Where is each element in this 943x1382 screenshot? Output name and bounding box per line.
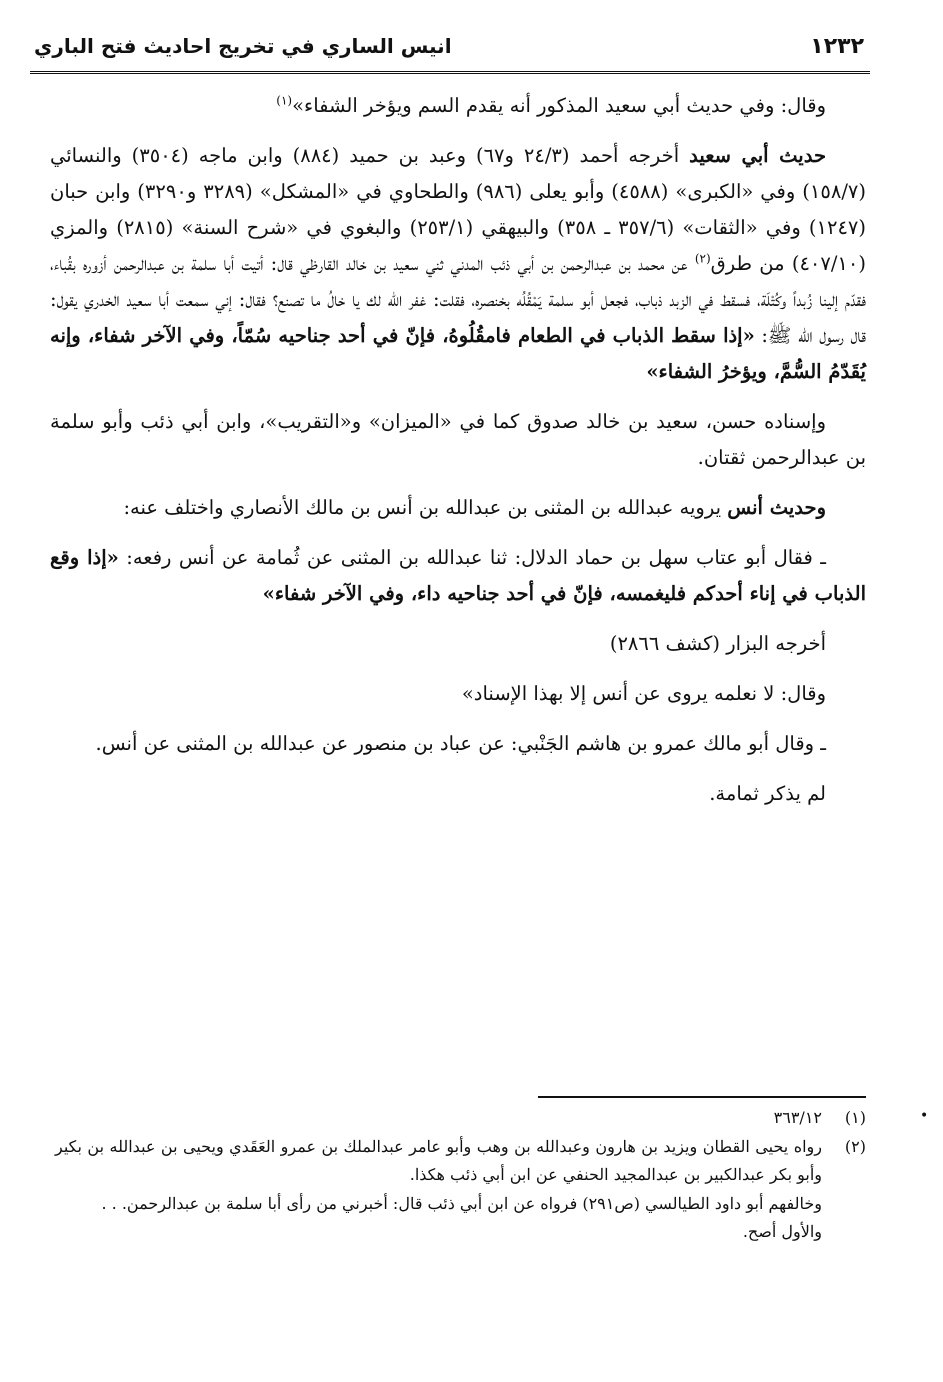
hadith-anas-heading: وحديث أنس [727,496,826,519]
footnote-number: (١) [844,1108,866,1127]
main-text [50,88,866,826]
paragraph-5-text: ـ فقال أبو عتاب سهل بن حماد الدلال: ثنا عبدالله بن المثنى عن ثُمامة عن أنس رفعه: [118,546,826,569]
paragraph-2-text-a: أخرجه أحمد (٢٤/٣ و٦٧) وعبد بن حميد (٨٨٤) وابن ماجه (٣٥٠٤) والنسائي (١٥٨/٧) وفي «الكبرى» (٤٥٨٨) وأبو يعلى (٩٨٦) والطحاوي في «المشكل» (٣٢٨٩ و٣٢٩٠) وابن حبان (١٢٤٧) وفي «الثقات» (٣٥٧/٦ ـ ٣٥٨) والبيهقي (٢٥٣/١) والبغوي في «شرح السنة» (٢٨١٥) والمزي (٤٠٧/١٠) من طرق [50,144,867,275]
footnotes [55,1104,866,1247]
footnote-line: وخالفهم أبو داود الطيالسي (ص٢٩١) فرواه عن ابن أبي ذئب قال: أخبرني من رأى أبا سلمة بن عبدالرحمن. . . [101,1193,822,1213]
running-title: انيس الساري في تخريج احاديث فتح الباري [34,34,452,58]
footnote-ref-2[interactable]: (٢) [694,251,711,266]
margin-dot: • [920,1108,929,1124]
paragraph-1 [50,88,866,124]
footnote-body [55,1104,822,1133]
hadith-quote-2: «إذا وقع الذباب في إناء أحدكم فليغمسه، فإنّ في أحد جناحيه داء، وفي الآخر شفاء» [50,546,866,605]
paragraph-1-text: وقال: وفي حديث أبي سعيد المذكور أنه يقدم السم ويؤخر الشفاء» [292,94,826,117]
paragraph-7: وقال: لا نعلمه يروى عن أنس إلا بهذا الإسناد» [461,682,826,705]
page-number: ١٢٣٢ [810,34,864,59]
hadith-abu-said-heading: حديث أبي سعيد [689,144,827,167]
paragraph-9: لم يذكر ثمامة. [709,782,826,805]
footnote-2 [55,1133,866,1247]
paragraph-4 [50,490,866,526]
paragraph-3: وإسناده حسن، سعيد بن خالد صدوق كما في «الميزان» و«التقريب»، وابن أبي ذئب وأبو سلمة بن عبدالرحمن ثقتان. [50,410,866,469]
hadith-quote-1: «إذا سقط الذباب في الطعام فامقُلُوهُ، فإنّ في أحد جناحيه سُمّاً، وفي الآخر شفاء، وإنه يُقَدّمُ السُّمَّ، ويؤخرُ الشفاء» [50,324,866,383]
paragraph-2 [50,138,866,390]
header-rule [30,71,870,74]
footnote-separator [538,1096,866,1098]
footnote-line: والأول أصح. [742,1222,822,1241]
running-header [30,32,870,68]
paragraph-2-text-b: عن محمد بن عبدالرحمن بن أبي ذئب المدني ثني سعيد بن خالد القارظي قال: أتيت أبا سلمة بن عبدالرحمن أزوره بقُباء، فقدّم إلينا زُبداً وكُتْلَة، فسقط في الزبد ذباب، فجعل أبو سلمة يَمْقُلُه بخنصره، فقلت: غفر الله لك يا خالُ ما تصنع؟ فقال: إني سمعت أبا سعيد الخدري يقول: قال رسول الله ﷺ: [50,252,867,347]
footnote-body [55,1133,822,1247]
footnote-ref-1[interactable]: (١) [276,93,293,108]
paragraph-6: أخرجه البزار (كشف ٢٨٦٦) [609,632,826,655]
footnote-line: ٣٦٣/١٢ [773,1108,822,1127]
footnote-line: رواه يحيى القطان ويزيد بن هارون وعبدالله بن وهب وأبو عامر عبدالملك بن عمرو العَقَدي ويحيى بن عبدالله بن بكير وأبو بكر عبدالكبير بن عبدالمجيد الحنفي عن ابن أبي ذئب هكذا. [55,1136,822,1184]
paragraph-4-text: يرويه عبدالله بن المثنى بن عبدالله بن أنس بن مالك الأنصاري واختلف عنه: [123,496,728,519]
footnote-number: (٢) [844,1136,866,1156]
paragraph-5 [50,540,866,612]
footnote-1 [55,1104,866,1133]
paragraph-8: ـ وقال أبو مالك عمرو بن هاشم الجَنْبي: عن عباد بن منصور عن عبدالله بن المثنى عن أنس. [95,732,826,755]
